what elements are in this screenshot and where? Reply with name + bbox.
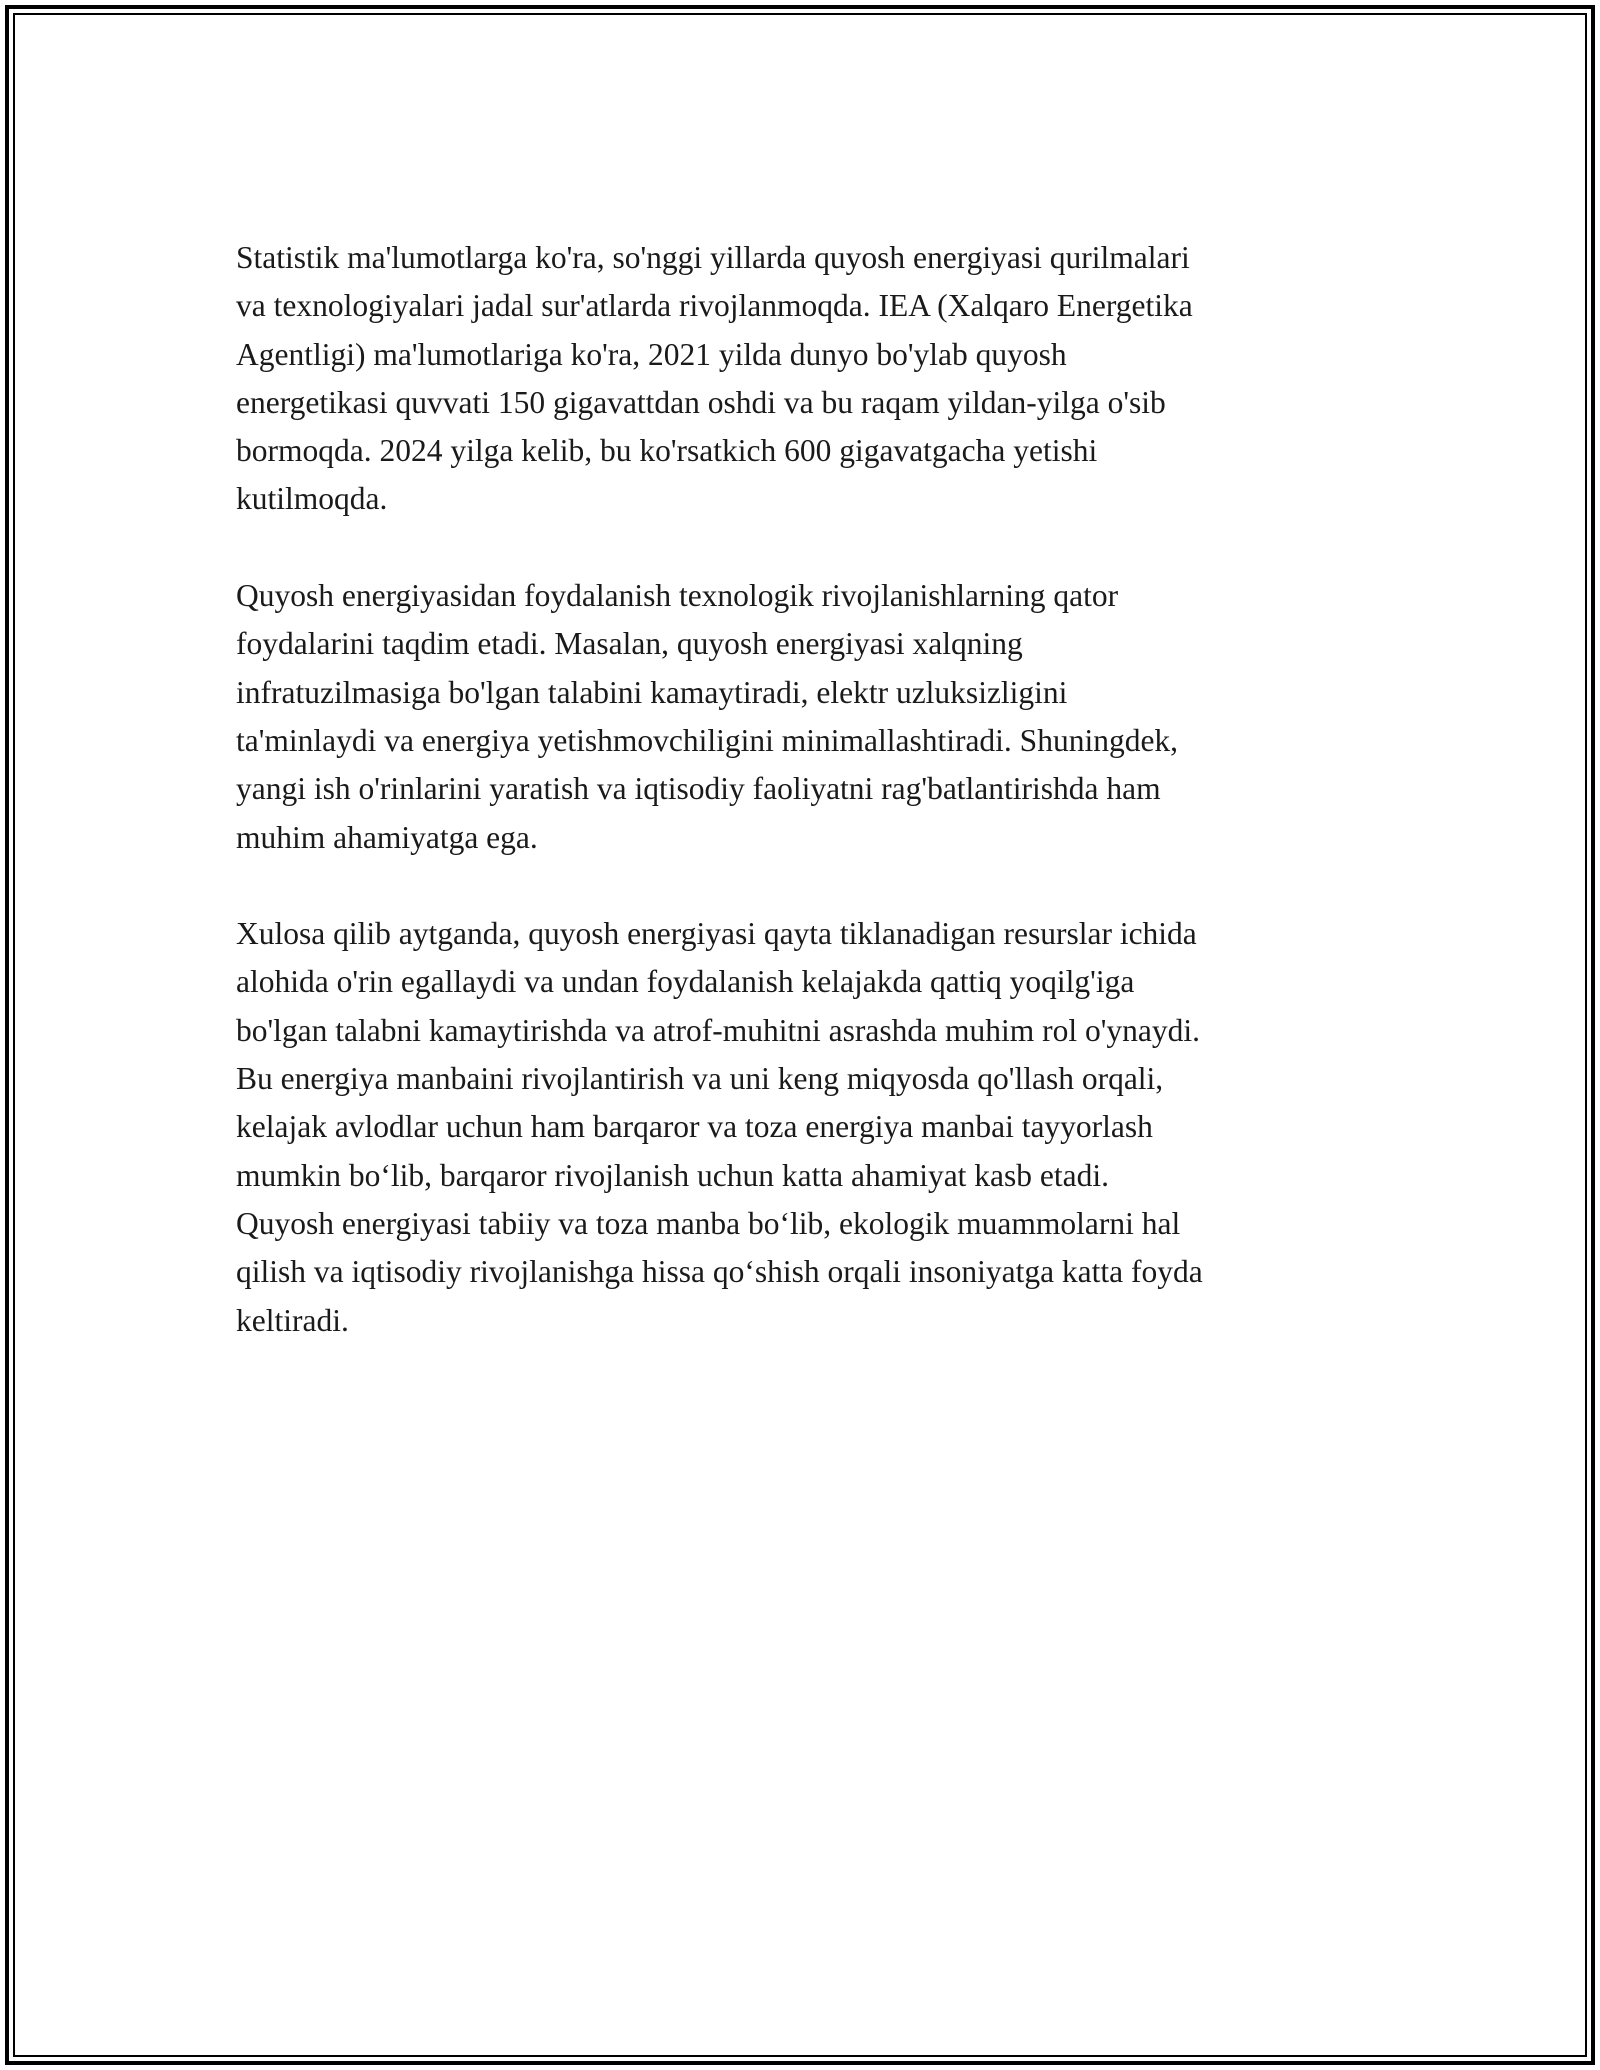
paragraph-conclusion: Xulosa qilib aytganda, quyosh energiyasi qayta tiklanadigan resurslar ichida alohida o'rin egallaydi va undan foydalanish kelajakda qattiq yoqilg'iga bo'lgan talabni kamaytirishda va atrof-muhitni asrashda muhim rol o'ynaydi. Bu energiya manbaini rivojlantirish va uni keng miqyosda qo'llash orqali, kelajak avlodlar uchun ham barqaror va toza energiya manbai tayyorlash mumkin boʻlib, barqaror rivojlanish uchun katta ahamiyat kasb etadi. Quyosh energiyasi tabiiy va toza manba boʻlib, ekologik muammolarni hal qilish va iqtisodiy rivojlanishga hissa qoʻshish orqali insoniyatga katta foyda keltiradi. xyxy=(236,916,1203,1338)
paragraph-benefits: Quyosh energiyasidan foydalanish texnologik rivojlanishlarning qator foydalarini taqdim etadi. Masalan, quyosh energiyasi xalqning infratuzilmasiga bo'lgan talabini kamaytiradi, elektr uzluksizligini ta'minlaydi va energiya yetishmovchiligini minimallashtiradi. Shuningdek, yangi ish o'rinlarini yaratish va iqtisodiy faoliyatni rag'batlantirishda ham muhim ahamiyatga ega. xyxy=(236,578,1179,855)
document-body xyxy=(236,234,1376,1393)
paragraph-statistics: Statistik ma'lumotlarga ko'ra, so'nggi yillarda quyosh energiyasi qurilmalari va texnologiyalari jadal sur'atlarda rivojlanmoqda. IEA (Xalqaro Energetika Agentligi) ma'lumotlariga ko'ra, 2021 yilda dunyo bo'ylab quyosh energetikasi quvvati 150 gigavattdan oshdi va bu raqam yildan-yilga o'sib bormoqda. 2024 yilga kelib, bu ko'rsatkich 600 gigavatgacha yetishi kutilmoqda. xyxy=(236,240,1193,517)
